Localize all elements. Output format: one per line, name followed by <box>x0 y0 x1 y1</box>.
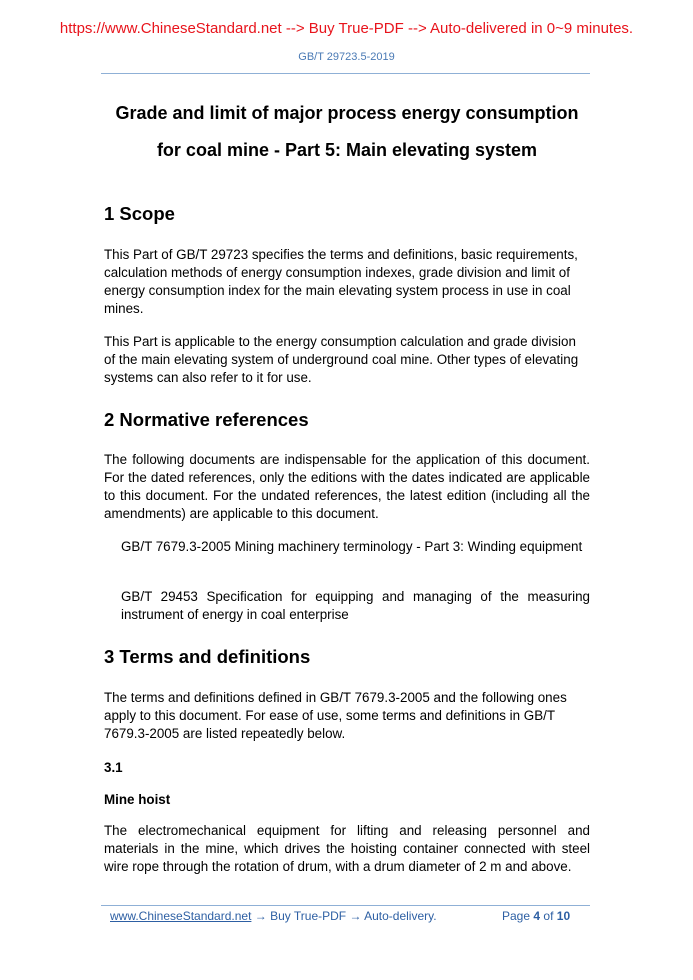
term-definition: The electromechanical equipment for lifting and releasing personnel and materials in the mine, which drives the hoisting container connected with steel wire rope through the rotation of drum, with a drum diameter of 2 m and above. <box>104 823 590 874</box>
page-total: 10 <box>556 909 571 923</box>
normative-reference-item: GB/T 7679.3-2005 Mining machinery terminology - Part 3: Winding equipment <box>121 539 583 554</box>
footer-buy-links[interactable]: → Buy True-PDF → Auto-delivery. <box>251 909 437 923</box>
footer-links <box>110 908 437 924</box>
section-heading-scope: 1 Scope <box>104 203 175 224</box>
document-title-line-2: for coal mine - Part 5: Main elevating system <box>156 140 538 160</box>
scope-paragraph-1: This Part of GB/T 29723 specifies the terms and definitions, basic requirements, calculation methods of energy consumption indexes, grade division and limit of energy consumption index for the main elevating system process in use in coal mines. <box>104 247 578 316</box>
term-name: Mine hoist <box>104 792 171 807</box>
standard-code-header: GB/T 29723.5-2019 <box>298 51 395 63</box>
page-of-label: of <box>543 909 554 923</box>
page-indicator <box>502 908 570 924</box>
footer-divider <box>101 905 590 906</box>
header-divider <box>101 73 590 74</box>
document-title-line-1: Grade and limit of major process energy consumption <box>115 103 579 123</box>
terms-intro-paragraph: The terms and definitions defined in GB/T 7679.3-2005 and the following ones apply to this document. For ease of use, some terms and definitions in GB/T 7679.3-2005 are listed repeatedly below. <box>104 690 567 741</box>
normative-reference-item: GB/T 29453 Specification for equipping and managing of the measuring instrument of energy in coal enterprise <box>121 589 590 622</box>
term-number: 3.1 <box>104 760 123 775</box>
promo-banner[interactable]: https://www.ChineseStandard.net --> Buy True-PDF --> Auto-delivered in 0~9 minutes. <box>59 20 634 37</box>
section-heading-terms-definitions: 3 Terms and definitions <box>104 646 311 667</box>
scope-paragraph-2: This Part is applicable to the energy consumption calculation and grade division of the main elevating system of underground coal mine. Other types of elevating systems can also refer to it for use. <box>104 334 579 385</box>
page-label: Page <box>502 909 531 923</box>
page-current: 4 <box>533 909 541 923</box>
footer-site-link[interactable]: www.ChineseStandard.net <box>110 909 252 923</box>
normative-intro-paragraph: The following documents are indispensable for the application of this document. For the dated references, only the editions with the dates indicated are applicable to this document. For the undated references, the latest edition (including all the amendments) are applicable to this document. <box>104 452 590 521</box>
section-heading-normative-references: 2 Normative references <box>104 409 309 430</box>
